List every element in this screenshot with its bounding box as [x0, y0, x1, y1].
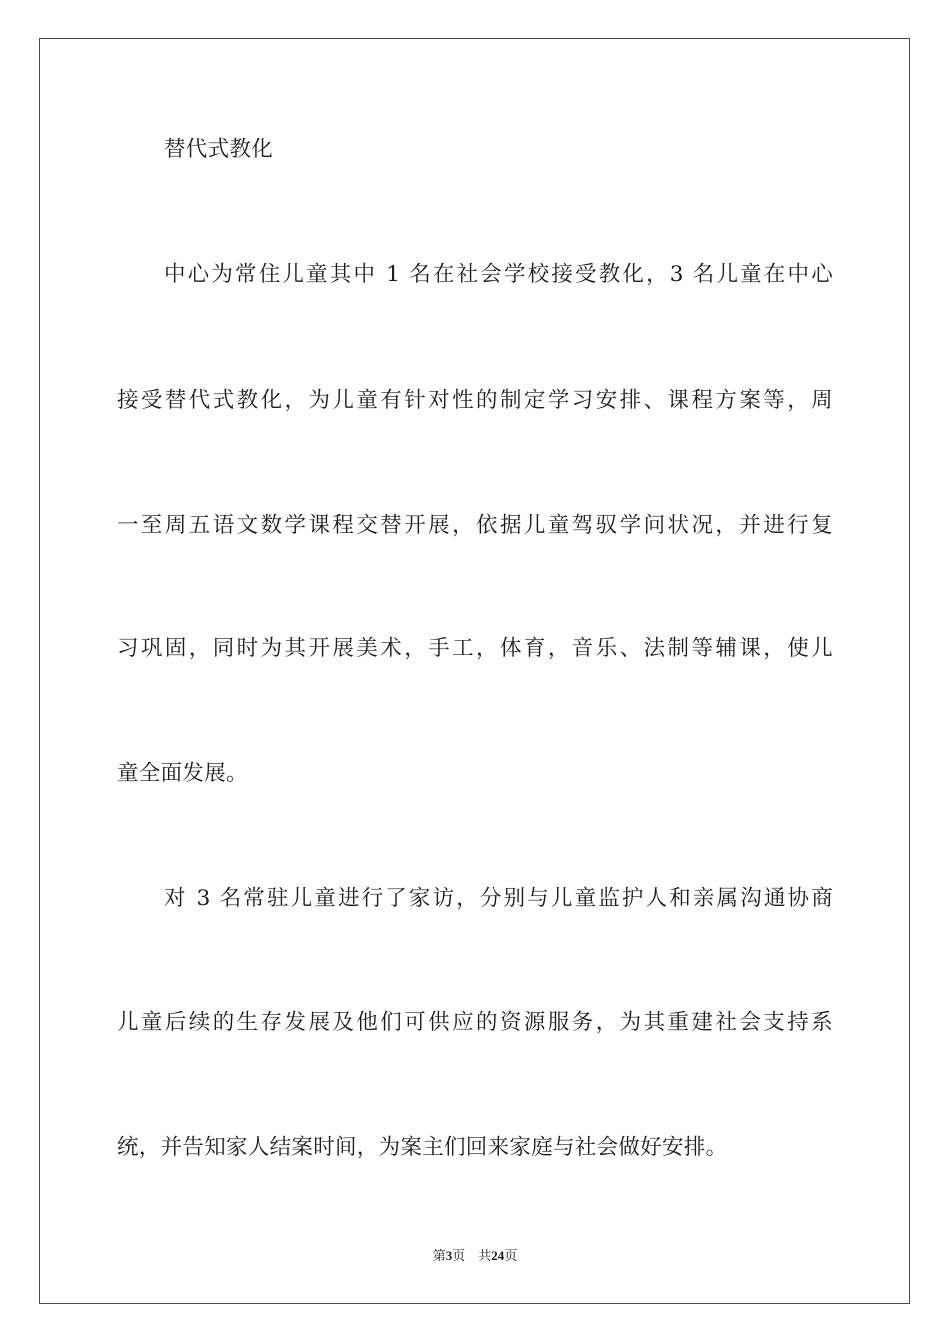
- paragraph-1-line-5: 童全面发展。: [117, 761, 248, 786]
- page-suffix: 页: [452, 1248, 466, 1263]
- total-prefix: 共: [478, 1248, 492, 1263]
- total-suffix: 页: [504, 1248, 518, 1263]
- paragraph-1-line-4: 习巩固，同时为其开展美术，手工，体育，音乐、法制等辅课，使儿: [117, 636, 833, 661]
- page-frame: [39, 38, 910, 1304]
- section-heading: 替代式教化: [164, 137, 274, 162]
- current-page-number: 3: [445, 1248, 453, 1263]
- paragraph-2-line-1: 对 3 名常驻儿童进行了家访，分别与儿童监护人和亲属沟通协商: [164, 886, 833, 911]
- paragraph-2-line-2: 儿童后续的生存发展及他们可供应的资源服务，为其重建社会支持系: [117, 1010, 833, 1035]
- paragraph-1-line-2: 接受替代式教化，为儿童有针对性的制定学习安排、课程方案等，周: [117, 388, 833, 413]
- total-page-count: 24: [491, 1248, 505, 1263]
- paragraph-2-line-3: 统，并告知家人结案时间，为案主们回来家庭与社会做好安排。: [117, 1135, 728, 1160]
- paragraph-1-line-3: 一至周五语文数学课程交替开展，依据儿童驾驭学问状况，并进行复: [117, 513, 833, 538]
- page-number-footer: [0, 1248, 950, 1264]
- page-prefix: 第: [432, 1248, 446, 1263]
- paragraph-1-line-1: 中心为常住儿童其中 1 名在社会学校接受教化，3 名儿童在中心: [164, 262, 833, 287]
